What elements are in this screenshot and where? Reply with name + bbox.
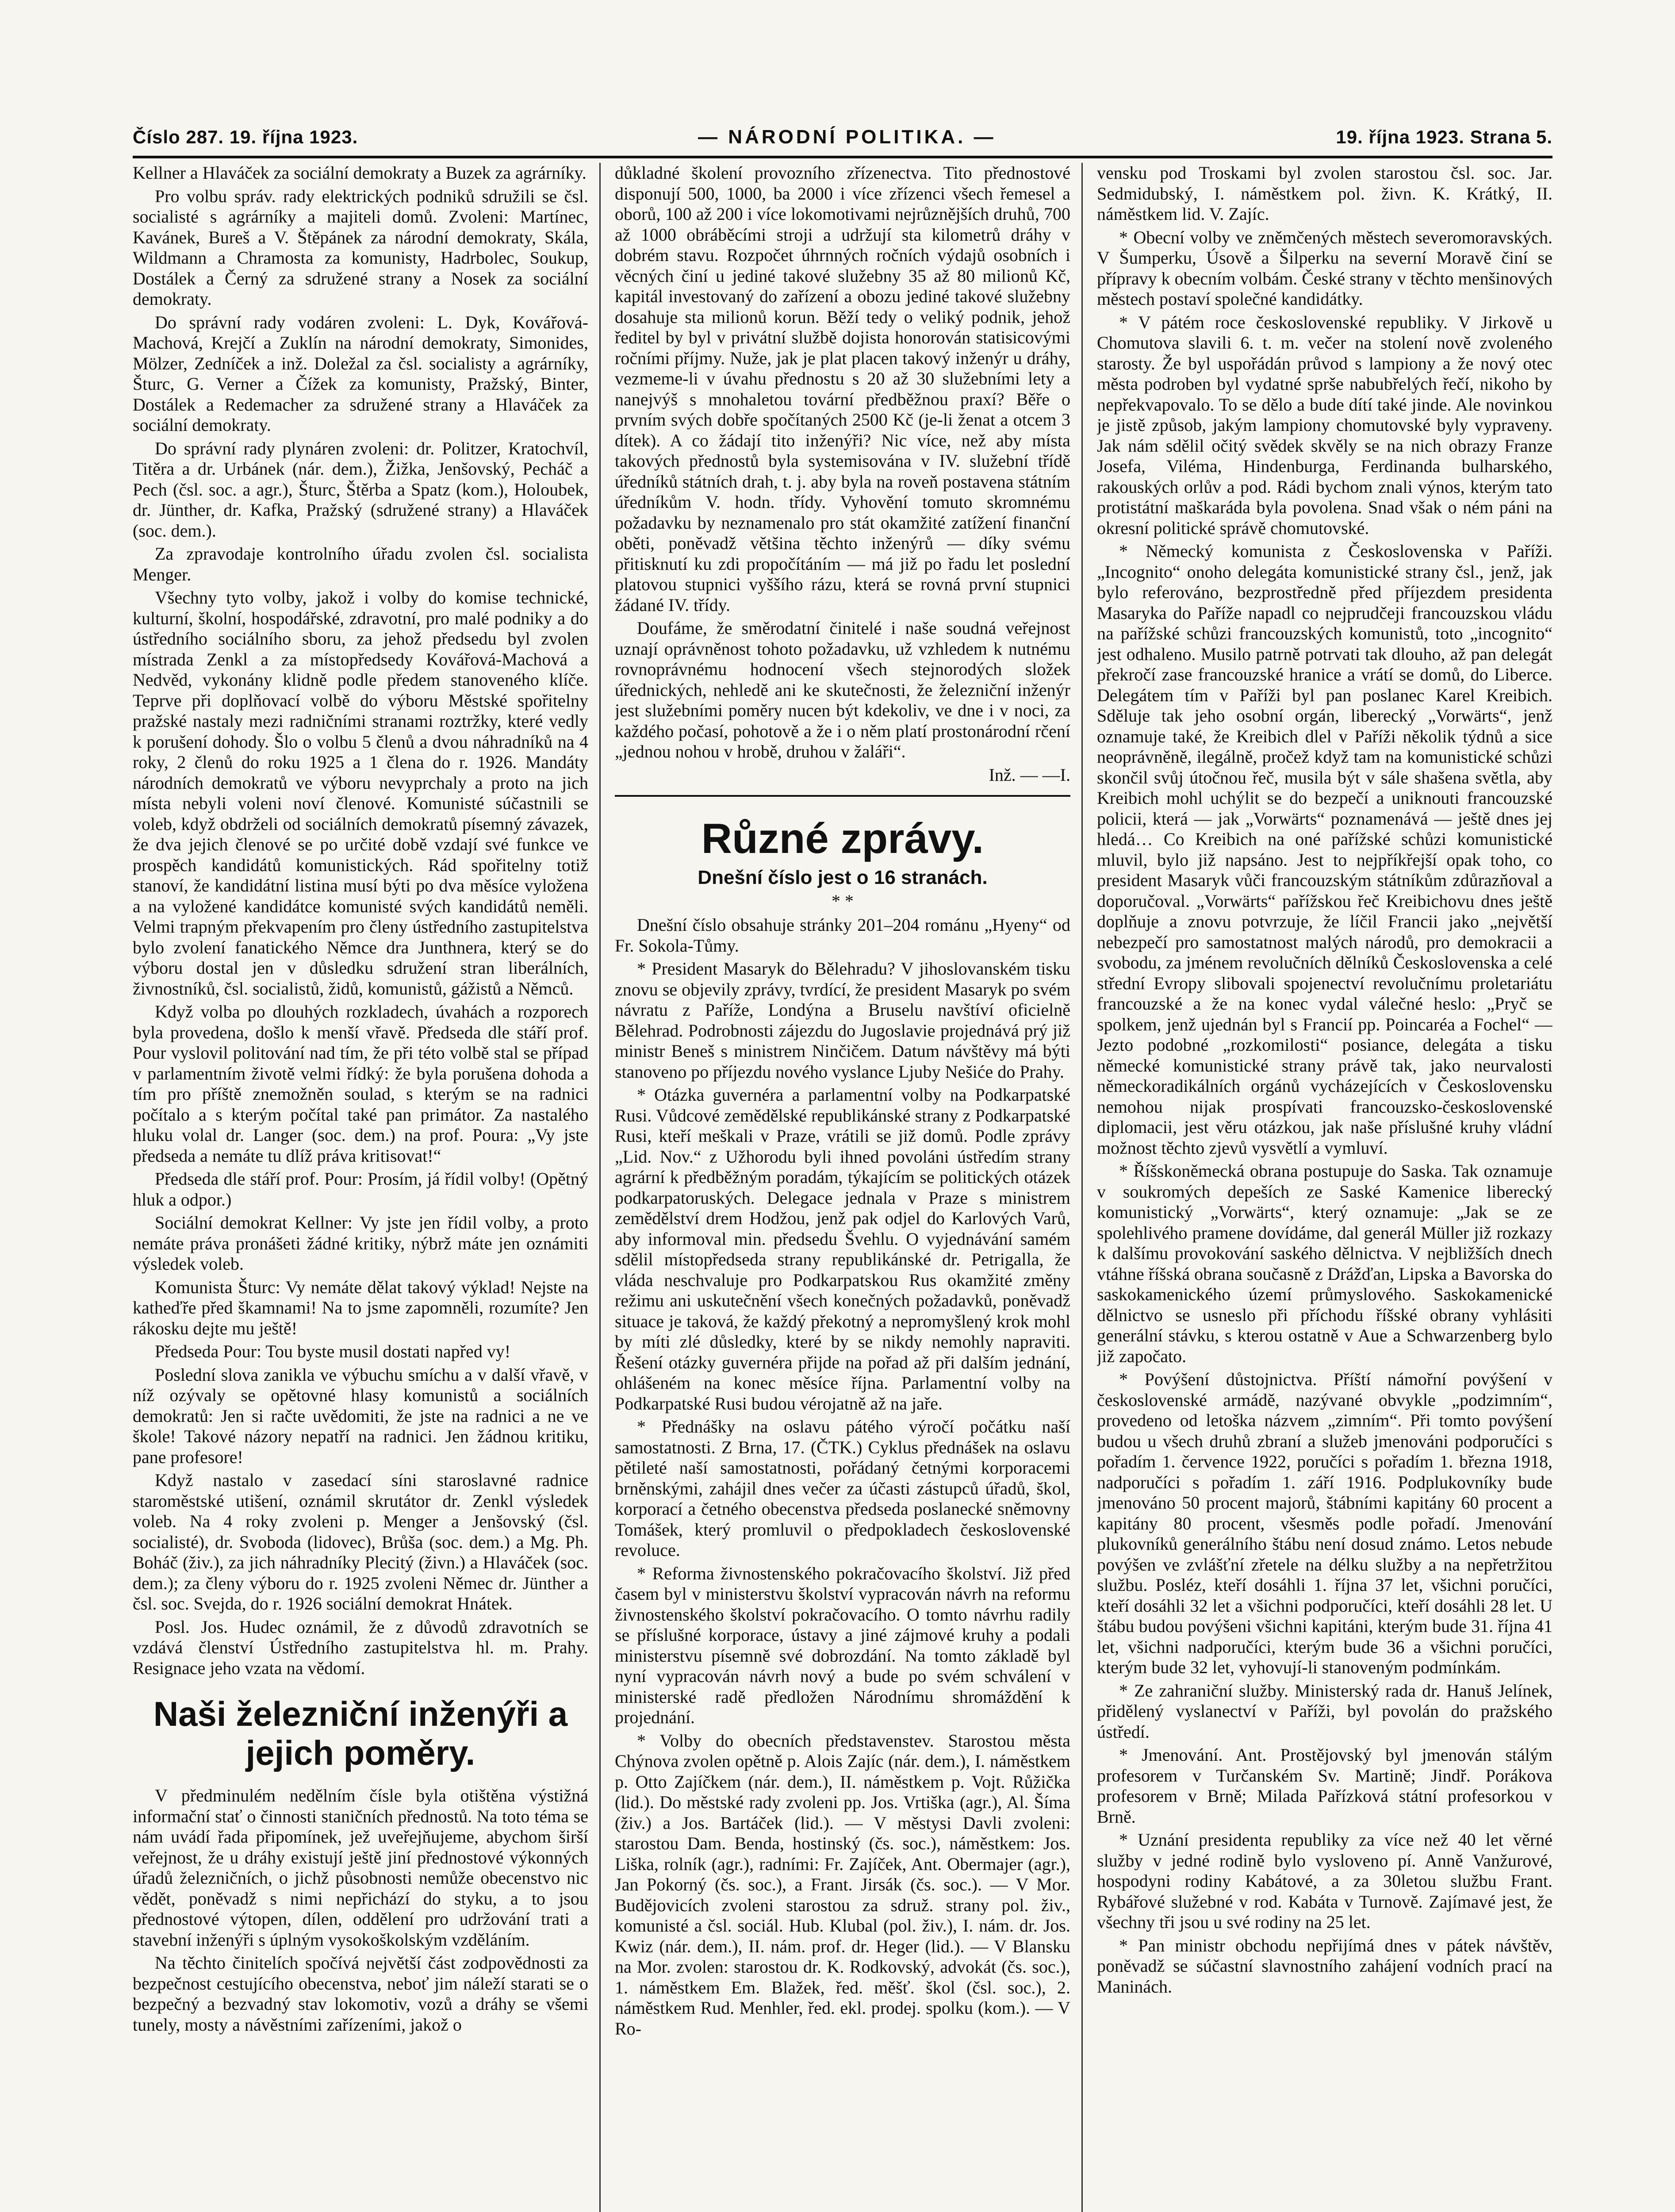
paragraph: Když volba po dlouhých rozkladech, úvahách a rozporech byla provedena, došlo k menší vřavě. Předseda dle stáří prof. Pour vyslovil politování nad tím, že při této volbě stal se případ v parlamentním životě velmi řídký: že byla porušena dohoda a tím pro příště znemožněn soulad, s kterým se na radnici počítalo a s kterým počítal také pan primátor. Za nastalého hluku volal dr. Langer (soc. dem.) na prof. Poura: „Vy jste předseda a nemáte tu dlíž práva kritisovat!“: [133, 1002, 588, 1166]
paragraph: Do správní rady vodáren zvoleni: L. Dyk, Kovářová-Machová, Krejčí a Zuklín na národní demokraty, Simonides, Mölzer, Zedníček a inž. Doležal za čsl. socialisty a agrárníky, Šturc, G. Verner a Čížek za komunisty, Pražský, Binter, Dostálek a Redemacher za sdružené strany a Hlaváček za sociální demokraty.: [133, 312, 588, 435]
header-rule: [133, 156, 1552, 158]
paragraph: Poslední slova zanikla ve výbuchu smíchu a v další vřavě, v níž ozývaly se opětovné hlasy komunistů a sociálních demokratů: Jen si račte uvědomiti, že jste na radnici a ne ve škole! Takové názory nepatří na radnici. Jen žádnou kritiku, pane profesore!: [133, 1364, 588, 1467]
paragraph: Kellner a Hlaváček za sociální demokraty a Buzek za agrárníky.: [133, 163, 586, 183]
news-item: * Otázka guvernéra a parlamentní volby na Podkarpatské Rusi. Vůdcové zemědělské republikánské strany z Podkarpatské Rusi, kteří meškali v Praze, vrátili se již domů. Podle zprávy „Lid. Nov.“ z Užhorodu byli ihned povoláni ústředím strany agrární k předběžným poradám, týkajícím se politických otázek podkarpatoruských. Delegace jednala v Praze s ministrem zemědělství drem Hodžou, jenž pak odjel do Karlových Varů, aby informoval min. předsedu Švehlu. O vyjednávání samém sdělil místopředseda strany republikánské dr. Petrigalla, že vláda neschvaluje pro Podkarpatskou Rus okamžité změny režimu ani uskutečnění všech konečných požadavků, poněvadž situace je taková, že každý překotný a nepromyšlený krok mohl by míti zlé důsledky, které by se nikdy nemohly napraviti. Řešení otázky guvernéra přijde na pořad až při dalším jednání, ohlášeném na konec měsíce října. Parlamentní volby na Podkarpatské Rusi budou vérojatně až na jaře.: [615, 1085, 1070, 1413]
news-item: * Povýšení důstojnictva. Příští námořní povýšení v československé armádě, nazývané obvykle „podzimním“, provedeno od letoška názvem „zimním“. Při tomto povýšení budou u všech druhů zbraní a služeb jmenováni podporučíci s pořadím 1. července 1922, poručíci s pořadím 1. března 1918, nadporučíci s pořadím 1. září 1916. Podplukovníky bude jmenováno 50 procent majorů, štábními kapitány 60 procent a kapitány 80 procent, všesměs podle pořadí. Jmenování plukovníků generálního štábu není dosud známo. Letos nebude povýšen ve zvlášťní zřetele na délku služby a na nepřetržitou službu. Posléz, kteří dosáhli 1. října 37 let, všichni poručíci, kteří dosáhli 32 let a všichni podporučíci, kteří dosáhli 28 let. U štábu budou povýšeni všichni kapitáni, kterým bude 31. října 41 let, všichni nadporučíci, kterým bude 36 a všichni poručíci, kterým bude 32 let, vyhovují-li stanoveným podmínkám.: [1097, 1369, 1552, 1677]
paragraph: Posl. Jos. Hudec oznámil, že z důvodů zdravotních se vzdává členství Ústředního zastupitelstva hl. m. Prahy. Resignace jeho vzata na vědomí.: [133, 1617, 588, 1678]
paragraph: důkladné školení provozního zřízenectva. Tito přednostové disponují 500, 1000, ba 2000 i více zřízenci všech řemesel a oborů, 100 až 200 i více lokomotivami nejrůznějších druhů, 700 až 1000 obráběcími stroji a udržují sta kilometrů dráhy v dobrém stavu. Rozpočet úhrnných ročních výdajů osobních i věcných činí u jediné takové služebny 35 až 80 milionů Kč, kapitál investovaný do zařízení a obozu jediné takové služebny dosahuje sta milionů korun. Běží tedy o veliký podnik, jehož ředitel by byl v privátní službě dojista honorován statisicovými ročními příjmy. Nuže, jak je plat placen takový inženýr u dráhy, vezmeme-li v úvahu přednostu s 20 až 30 služebními lety a nanejvýš s mnohaletou tovární předběžnou praxí? Běře o prvním svých dobře spočítaných 2500 Kč (je-li ženat a otcem 3 dítek). A co žádají tito inženýři? Nic více, než aby místa takových přednostů byla systemisována v IV. služební třídě úředníků státních drah, t. j. aby byla na roveň postavena státním úředníkům V. hodn. třídy. Vyhovění tomuto skromnému požadavku by neznamenalo pro stát okamžité zatížení finanční oběti, poněvadž většina těchto inženýrů — díky svému přitisknutí ku zdi propočítáním — má již po řadu let poslední platovou stupnici vyššího rázu, která se rovná první stupnici žádané IV. třídy.: [615, 163, 1070, 615]
news-item: * Říšskoněmecká obrana postupuje do Saska. Tak oznamuje v soukromých depeších ze Saské Kamenice liberecký komunistický „Vorwärts“, který oznamuje: „Jak se ze spolehlivého pramene dovídáme, dal generál Müller již rozkazy k dalšímu provokování saského dělnictva. V nejbližších dnech vtáhne říšská obrana současně z Drážďan, Lipska a Bavorska do saskokamenického území průmyslového. Saskokamenické dělnictvo se usneslo při příchodu říšské obrany vyhlásiti generální stávku, s kterou ostatně v Aue a Schwarzenberg bylo již započato.: [1097, 1161, 1552, 1366]
paragraph: Předseda Pour: Tou byste musil dostati napřed vy!: [155, 1341, 511, 1361]
page-header: [133, 122, 1552, 153]
news-item: * Přednášky na oslavu pátého výročí počátku naší samostatnosti. Z Brna, 17. (ČTK.) Cyklus přednášek na oslavu pětileté naší samostatnosti, pořádaný četnými korporacemi brněnskými, zahájil dnes večer za účasti zástupců úřadů, škol, korporací a četného obecenstva předseda poslanecké sněmovny Tomášek, který promluvil o předpokladech československé revoluce.: [615, 1417, 1070, 1560]
paragraph: Pro volbu správ. rady elektrických podniků sdružili se čsl. socialisté s agrárníky a majiteli domů. Zvoleni: Martínec, Kavánek, Bureš a V. Štěpánek za národní demokraty, Skála, Wildmann a Chramosta za komunisty, Hadrbolec, Soukup, Dostálek a Černý za sdružené strany a Nosek za sociální demokraty.: [133, 186, 588, 309]
article-headline: Naši železniční inženýři a jejich poměry.: [153, 1694, 568, 1772]
column-1: [133, 163, 588, 2212]
paragraph: Když nastalo v zasedací síni staroslavné radnice staroměstské utišení, oznámil skrutátor dr. Zenkl výsledek voleb. Na 4 roky zvoleni p. Menger a Jenšovský (čsl. socialisté), dr. Svoboda (lidovec), Brůša (soc. dem.) a Mg. Ph. Boháč (živ.), za jich náhradníky Plecitý (živn.) a Hlaváček (soc. dem.); za členy výboru do r. 1925 zvoleni Němec dr. Jünther a čsl. soc. Svejda, do r. 1926 sociální demokrat Hnátek.: [133, 1470, 588, 1613]
news-item: * Reforma živnostenského pokračovacího školství. Již před časem byl v ministerstvu školství vypracován návrh na reformu živnostenského školství pokračovacího. O tomto návrhu radily se příslušné korporace, ústavy a jiné zájmové kruhy a podali ministerstvu písemně své dobrozdání. Na tomto základě byl nyní vypracován návrh nový a bude po svém schválení v ministerské radě předložen Národnímu shromáždění k projednání.: [615, 1563, 1070, 1727]
paragraph: Všechny tyto volby, jakož i volby do komise technické, kulturní, školní, hospodářské, zdravotní, pro malé podniky a do ústředního sociálního sboru, za jehož předsedu byl zvolen místrada Zenkl a za místopředsedy Kovářová-Machová a Nedvěd, vykonány klidně podle předem stanoveného klíče. Teprve při doplňovací volbě do výboru Městské spořitelny pražské nastaly mezi radničními stranami roztržky, které vedly k porušení dohody. Šlo o volbu 5 členů a dvou náhradníků na 4 roky, 2 členů do roku 1925 a 1 člena do r. 1926. Mandáty národních demokratů ve výboru nevyprchaly a proto na jich místa nebyli voleni noví členové. Komunisté súčastnili se voleb, když obdrželi od sociálních demokratů písemný závazek, že dva jejich členové se po určité době vzdají své funkce ve prospěch kandidátů komunistických. Rád spořitelny totiž stanoví, že kandidátní listina musí býti po dva měsíce vyložena a na vyložené kandidátce komunisté svých kandidátů neměli. Velmi trapným překvapením pro členy ústředního zastupitelstva bylo zvolení fanatického Němce dra Junthnera, který se do výboru dostal jen v důsledku sdružení stran liberálních, živnostníků, čsl. socialistů, židů, komunistů, gážistů a Němců.: [133, 588, 588, 998]
paragraph: Doufáme, že směrodatní činitelé i naše soudná veřejnost uznají oprávněnost tohoto požadavku, už vzhledem k nutnému rovnoprávnému hodnocení všech stejnorodých složek úřednických, nehledě ani ke skutečnosti, že železniční inženýr jest služebními poměry nucen být kdekoliv, ve dne i v noci, za každého počasí, pohotově a že i o něm platí prostonárodní rčení „jednou nohou v hrobě, druhou v žaláři“.: [615, 618, 1070, 761]
news-item: * Jmenování. Ant. Prostějovský byl jmenován stálým profesorem v Turčanském Sv. Martině; Jindř. Porákova profesorem v Brně; Milada Pařízková státní profesorkou v Brně.: [1097, 1745, 1552, 1827]
column-3: [1097, 163, 1552, 2212]
issue-number-date: Číslo 287. 19. října 1923.: [133, 127, 358, 147]
news-item: * V pátém roce československé republiky. V Jirkově u Chomutova slavili 6. t. m. večer na stolení nově zvoleného starosty. Že byl uspořádán průvod s lampiony a že nový otec města podroben byl vydatné sprše nabubřelých řečí, nikoho by nepřekvapovalo. To se dělo a bude dítí také jinde. Ale novinkou je jistě způsob, jakým lampiony chomutovské byly vypraveny. Jak nám sdělil očitý svědek skvěly se na nich obrazy Franze Josefa, Viléma, Hindenburga, Ferdinanda bulharského, rakouských orlův a pod. Rádi bychom znali výnos, kterým tato protistátní maškaráda byla povolena. Snad však o ném páni na okresní politické správě chomutovské.: [1097, 312, 1552, 538]
column-2: [615, 163, 1070, 2212]
paragraph: V předminulém nedělním čísle byla otištěna výstižná informační stať o činnosti staničních přednostů. Na toto téma se nám uvádí řada připomínek, jež uveřejňujeme, abychom širší veřejnost, že u dráhy existují ještě jiní přednostové výkonných úřadů železničních, o jichž působnosti nemůže obecenstvo nic vědět, poněvadž s nimi nepřichází do styku, a to jsou přednostové výtopen, dílen, oddělení pro udržování trati a stavební inženýři s úplným vysokoškolským vzděláním.: [133, 1786, 588, 1950]
news-item: * Uznání presidenta republiky za více než 40 let věrné služby v jedné rodině bylo vysloveno pí. Anně Vanžurové, hospodyni rodiny Kabátové, a za 30letou službu Frant. Rybářové služebné v rod. Kabáta v Turnově. Zajímavé jest, že všechny tři jsou u své rodiny na 25 let.: [1097, 1830, 1552, 1932]
news-item: * Německý komunista z Československa v Paříži. „Incognito“ onoho delegáta komunistické strany čsl., jenž, jak bylo referováno, bezprostředně před příjezdem presidenta Masaryka do Paříže napadl co nejprudčeji francouzskou vládu na pařížské schůzi francouzských komunistů, toto „incognito“ jest odhaleno. Musilo patrně potrvati tak dlouho, až pan delegát překročí zase francouzské hranice a vrátí se domů, do Liberce. Delegátem tím v Paříži byl pan poslanec Karel Kreibich. Sděluje tak jeho osobní orgán, liberecký „Vorwärts“, jenž oznamuje také, že Kreibich dlel v Paříži několik týdnů a sice neoprávněně, ilegálně, pročež když tam na komunistické schůzi skončil svůj útočnou řeč, musila být v sále shašena světla, aby Kreibich mohl uchýlit se do bezpečí a uniknouti francouzské policii, která — jak „Vorwärts“ poznamenává — ještě dnes jej hledá… Co Kreibich na oné pařížské schůzi komunistické mluvil, bylo již napsáno. Jest to nejpříkřejší opak toho, co president Masaryk vůči francouzským státníkům zdůrazňoval a doporučoval. „Vorwärts“ pařížskou řeč Kreibichovu dnes ještě doplňuje a znovu potvrzuje, že líčil Francii jako „největší nebezpečí pro samostatnost malých národů, pro demokracii a svobodu, za jménem revolučních dělníků Československa a celé střední Evropy slibovali spojenectví revolučnímu proletariátu francouzské a že na konec vydal válečné heslo: „Pryč se spolkem, jenž ujednán byl s Francií pp. Poincaréa a Fochel“ — Jezto podobné „rozkomilosti“ posiance, delegáta a tisku německé komunistické strany právě tak, jako neurvalosti německoradikálních orgánů vycházejících v Československu nemohou nijak prospívati francouzsko-československé diplomacii, jest věru otázkou, jak naše příslušné kruhy vládní možnost těchto zjevů vysvětlí a vymluví.: [1097, 541, 1552, 1158]
separator-stars: * *: [832, 891, 854, 911]
paragraph: Dnešní číslo obsahuje stránky 201–204 románu „Hyeny“ od Fr. Sokola-Tůmy.: [615, 915, 1070, 956]
news-item: * President Masaryk do Bělehradu? V jihoslovanském tisku znovu se objevily zprávy, tvrdící, že president Masaryk po svém návratu z Paříže, Londýna a Bruselu navštíví oficielně Bělehrad. Podrobnosti zájezdu do Jugoslavie projednává prý již ministr Beneš s ministrem Ninčičem. Datum návštěvy má býti stanoveno po příjezdu nového vyslance Ljuby Nešiće do Prahy.: [615, 959, 1070, 1082]
paragraph: Do správní rady plynáren zvoleni: dr. Politzer, Kratochvíl, Titěra a dr. Urbánek (nár. dem.), Žižka, Jenšovský, Pecháč a Pech (čsl. soc. a agr.), Šturc, Štěrba a Spatz (kom.), Holoubek, dr. Jünther, dr. Kafka, Pražský (sdružené strany) a Hlaváček (soc. dem.).: [133, 438, 588, 541]
paragraph: Předseda dle stáří prof. Pour: Prosím, já řídil volby! (Opětný hluk a odpor.): [133, 1169, 588, 1210]
news-item: * Ze zahraniční služby. Ministerský rada dr. Hanuš Jelínek, přidělený vyslanectví v Paříži, byl povolán do pražského ústředí.: [1097, 1680, 1552, 1742]
section-title: Různé zprávy.: [701, 815, 984, 862]
news-item: * Pan ministr obchodu nepřijímá dnes v pátek návštěv, poněvadž se súčastní slavnostního zahájení vodních prací na Maninách.: [1097, 1935, 1552, 1997]
paragraph: vensku pod Troskami byl zvolen starostou čsl. soc. Jar. Sedmidubský, I. náměstkem pol. živn. K. Krátký, II. náměstkem lid. V. Zajíc.: [1097, 163, 1552, 224]
paragraph: Sociální demokrat Kellner: Vy jste jen řídil volby, a proto nemáte práva pronášeti žádné kritiky, nýbrž máte jen oznámiti výsledek voleb.: [133, 1213, 588, 1274]
news-item: * Obecní volby ve zněmčených městech severomoravských. V Šumperku, Úsově a Šilperku na severní Moravě činí se přípravy k obecním volbám. České strany v těchto menšinových městech postaví společné kandidátky.: [1097, 227, 1552, 309]
column-divider-2: [1081, 163, 1083, 2212]
date-page-number: 19. října 1923. Strana 5.: [1336, 127, 1552, 147]
news-item: * Volby do obecních představenstev. Starostou města Chýnova zvolen opětně p. Alois Zajíc (nár. dem.), I. náměstkem p. Otto Zajíčkem (nár. dem.), II. náměstkem p. Vojt. Růžička (lid.). Do městské rady zvoleni pp. Jos. Vrtiška (agr.), Al. Šíma (živ.) a Jos. Bartáček (lid.). — V městysi Davli zvoleni: starostou Dam. Benda, hostinský (čs. soc.), náměstkem: Jos. Liška, rolník (agr.), radními: Fr. Zajíček, Ant. Obermajer (agr.), Jan Pokorný (čs. soc.), a Frant. Jirsák (čs. soc.). — V Mor. Budějovicích zvoleni starostou za sdruž. strany pol. živ., komunisté a čsl. sociál. Hub. Klubal (pol. živ.), I. nám. dr. Jos. Kwiz (nár. dem.), II. nám. prof. dr. Heger (lid.). — V Blansku na Mor. zvolen: starostou dr. K. Rodkovský, advokát (čs. soc.), 1. náměstkem Em. Blažek, řed. měšť. škol (čsl. soc.), 2. náměstkem Rud. Menhler, řed. ekl. prodej. spolku (kom.). — V Ro-: [615, 1730, 1070, 2039]
issue-note: Dnešní číslo jest o 16 stranách.: [698, 867, 988, 888]
section-rule: [615, 795, 1070, 797]
masthead: — NÁRODNÍ POLITIKA. —: [698, 126, 996, 148]
paragraph: Za zpravodaje kontrolního úřadu zvolen čsl. socialista Menger.: [133, 544, 588, 584]
author-signature: Inž. — —I.: [989, 764, 1070, 785]
paragraph: Na těchto činitelích spočívá největší část zodpovědnosti za bezpečnost cestujícího obecenstva, neboť jim náleží starati se o bezpečný a bezvadný stav lokomotiv, vozů a dráhy se všemi tunely, mosty a návěstními zařízeními, jakož o: [133, 1953, 588, 2035]
column-divider-1: [599, 163, 601, 2212]
paragraph: Komunista Šturc: Vy nemáte dělat takový výklad! Nejste na katheďře před škamnami! Na to jsme zapomněli, rozumíte? Jen rákosku dejte mu ještě!: [133, 1277, 588, 1338]
